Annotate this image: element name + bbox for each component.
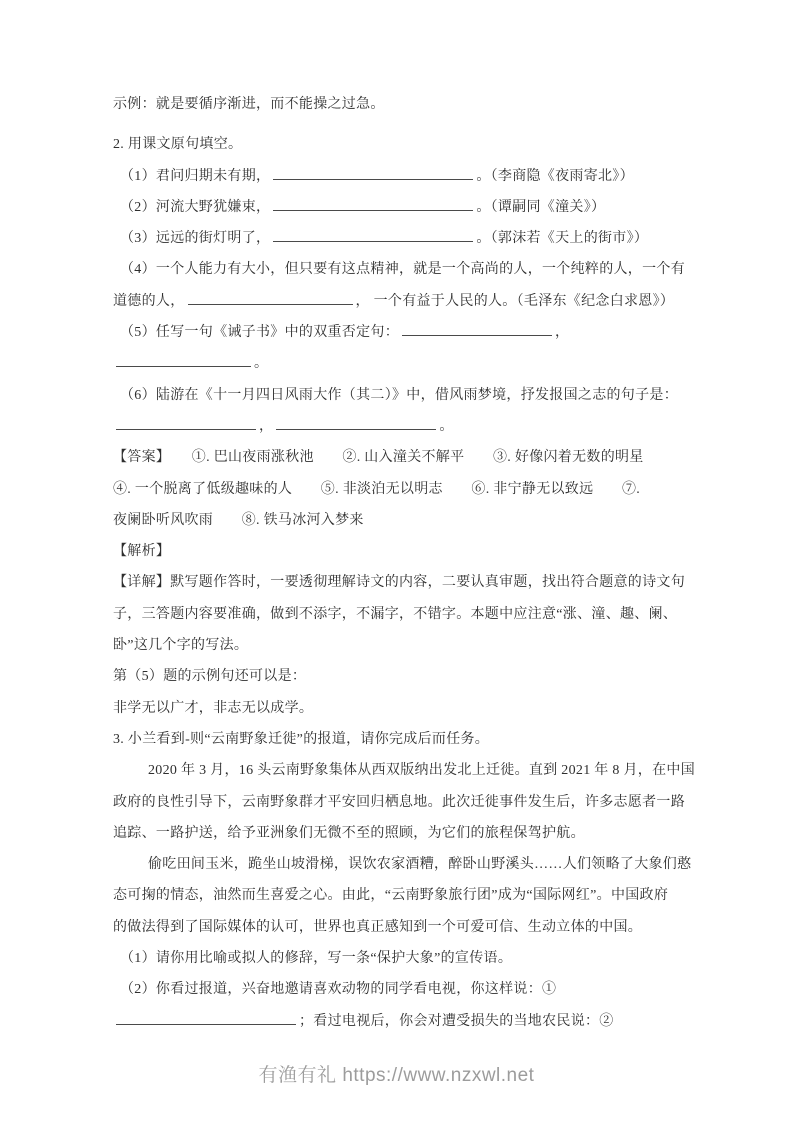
document-line (113, 192, 713, 223)
document-line (113, 567, 713, 598)
text-run: 。（郭沫若《天上的街市》） (476, 231, 649, 247)
document-line (113, 129, 713, 160)
document-line (113, 1006, 713, 1037)
text-run: 子，三答题内容要准确，做到不添字，不漏字，不错字。本题中应注意“涨、潼、趣、阑、 (113, 606, 678, 622)
text-run: （6）陆游在《十一月四日风雨大作（其二）》中，借风雨梦境，抒发报国之志的句子是： (120, 387, 678, 403)
text-run: （2）河流大野犹嫌束， (120, 199, 271, 215)
fill-in-blank (116, 416, 256, 430)
fill-in-blank (402, 322, 552, 336)
text-run: 政府的良性引导下，云南野象群才平安回归栖息地。此次迁徙事件发生后，许多志愿者一路 (113, 794, 685, 810)
text-run: 道德的人， (113, 293, 185, 309)
document-line (113, 880, 713, 911)
document-line (113, 755, 713, 786)
text-run: （3）远远的街灯明了， (120, 231, 271, 247)
document-line (113, 599, 713, 630)
document-line (113, 630, 713, 661)
document-line (113, 505, 713, 536)
text-run: ；看过电视后，你会对遭受损失的当地农民说：② (299, 1013, 614, 1029)
document-line (113, 912, 713, 943)
document-line (113, 317, 713, 348)
document-line (113, 442, 713, 473)
fill-in-blank (273, 228, 473, 242)
document-line (113, 89, 713, 120)
document-line (113, 223, 713, 254)
document-line (113, 943, 713, 974)
fill-in-blank (116, 353, 251, 367)
text-run: ， (555, 325, 570, 341)
document-line (113, 474, 713, 505)
text-run: ， 一个有益于人民的人。（毛泽东《纪念白求恩》） (355, 293, 675, 309)
text-run: 卧”这几个字的写法。 (113, 638, 249, 654)
fill-in-blank (188, 291, 353, 305)
document-line (113, 161, 713, 192)
text-run: 【答案】 ①. 巴山夜雨涨秋池 ②. 山入潼关不解平 ③. 好像闪着无数的明星 (113, 450, 644, 466)
document-line (113, 380, 713, 411)
document-line (113, 411, 713, 442)
text-run: 夜阑卧听风吹雨 ⑧. 铁马冰河入梦来 (113, 512, 364, 528)
document-line (113, 724, 713, 755)
document-line (113, 286, 713, 317)
document-line (113, 849, 713, 880)
document-line (113, 254, 713, 285)
text-run: 偷吃田间玉米，跪坐山坡滑梯，误饮农家酒糟，醉卧山野溪头……人们领略了大象们憨 (148, 857, 692, 873)
fill-in-blank (276, 416, 436, 430)
text-run: （1）请你用比喻或拟人的修辞，写一条“保护大象”的宣传语。 (120, 951, 513, 967)
text-run: 2. 用课文原句填空。 (113, 137, 243, 153)
text-run: 。 (254, 356, 269, 372)
document-line (113, 536, 713, 567)
document-line (113, 974, 713, 1005)
text-run: ， (259, 418, 274, 434)
text-run: 【详解】默写题作答时，一要透彻理解诗文的内容，二要认真审题，找出符合题意的诗文句 (113, 575, 685, 591)
text-run: 。（谭嗣同《潼关》） (476, 199, 606, 215)
watermark-footer: 有渔有礼 https://www.nzxwl.net (258, 1065, 535, 1086)
text-run: 非学无以广才，非志无以成学。 (113, 700, 314, 716)
text-run: 态可掬的情态，油然而生喜爱之心。由此，“云南野象旅行团”成为“国际网红”。中国政府 (113, 888, 669, 904)
document-line (113, 661, 713, 692)
text-run: 2020 年 3 月，16 头云南野象集体从西双版纳出发北上迁徙。直到 2021 年 8 月，在中国 (148, 763, 695, 779)
text-run: 第（5）题的示例句还可以是： (113, 669, 307, 685)
document-line (113, 818, 713, 849)
document-line (113, 693, 713, 724)
fill-in-blank (116, 1011, 296, 1025)
text-run: 3. 小兰看到-则“云南野象迁徙”的报道，请你完成后而任务。 (113, 731, 490, 747)
text-run: 示例：就是要循序渐进，而不能操之过急。 (113, 97, 385, 112)
text-run: （4）一个人能力有大小，但只要有这点精神，就是一个高尚的人，一个纯粹的人，一个有 (120, 262, 685, 278)
fill-in-blank (273, 197, 473, 211)
text-run: 的做法得到了国际媒体的认可，世界也真正感知到一个可爱可信、生动立体的中国。 (113, 919, 643, 935)
text-run: （2）你看过报道，兴奋地邀请喜欢动物的同学看电视，你这样说：① (120, 982, 557, 998)
document-line (113, 348, 713, 379)
document-body (113, 89, 713, 1037)
text-run: ④. 一个脱离了低级趣味的人 ⑤. 非淡泊无以明志 ⑥. 非宁静无以致远 ⑦. (113, 481, 641, 497)
text-run: 追踪、一路护送，给予亚洲象们无微不至的照顾，为它们的旅程保驾护航。 (113, 825, 585, 841)
text-run: 。（李商隐《夜雨寄北》） (476, 168, 634, 184)
text-run: 【解析】 (113, 544, 171, 560)
fill-in-blank (273, 166, 473, 180)
text-run: 。 (439, 418, 454, 434)
document-line (113, 787, 713, 818)
text-run: （1）君问归期未有期， (120, 168, 271, 184)
text-run: （5）任写一句《诫子书》中的双重否定句： (120, 325, 399, 341)
